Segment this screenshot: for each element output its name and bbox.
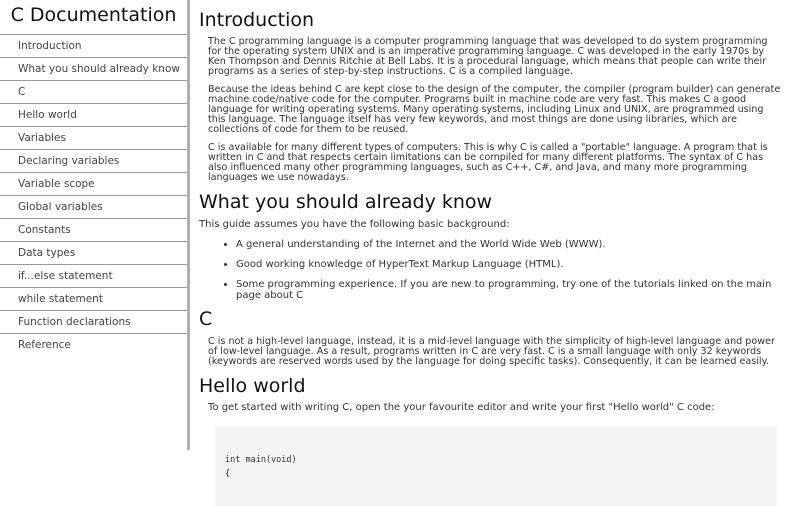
section-hello-world [199,367,799,506]
code-line: int main(void) [225,455,297,465]
paragraph: To get started with writing C, open the your favourite editor and write your first "Hello world" C code: [208,402,715,413]
list-item: • A general understanding of the Internet and the World Wide Web (WWW). [236,239,781,250]
sidebar-item-variables[interactable]: Variables [0,127,187,150]
sidebar-item-declaring-variables[interactable]: Declaring variables [0,150,187,173]
sidebar-item-what-you-should-already-know[interactable]: What you should already know [0,58,187,81]
sidebar-item-global-variables[interactable]: Global variables [0,196,187,219]
section-heading: C [199,308,213,330]
sidebar-item-hello-world[interactable]: Hello world [0,104,187,127]
code-block [215,426,777,506]
paragraph: Because the ideas behind C are kept close to the design of the computer, the compiler (program builder) can generate machine code/native code for the computer. Programs built in machine code are very fast. This makes C a good language for writing operating systems. Many operating systems, including Linux and UNIX, are programmed using this language. The language itself has very few keywords, and most things are done using libraries, which are collections of code for them to be reused. [208,84,781,135]
section-introduction [199,0,799,183]
code-line: { [225,469,231,479]
sidebar-item-constants[interactable]: Constants [0,219,187,242]
paragraph: The C programming language is a computer programming language that was developed to do system programming for the operating system UNIX and is an imperative programming language. C was developed in the early 1970s by Ken Thompson and Dennis Ritchie at Bell Labs. It is a procedural language, which means that people can write their programs as a series of step-by-step instructions. C is a compiled language. [208,36,768,77]
sidebar-item-while-statement[interactable]: while statement [0,288,187,311]
section-heading: Introduction [199,9,315,31]
sidebar-item-function-declarations[interactable]: Function declarations [0,311,187,334]
section-what-you-should-already-know [199,183,799,301]
paragraph: C is not a high-level language, instead, it is a mid-level language with the simplicity of high-level language and power of low-level language. As a result, programs written in C are very fast. C is a small language with only 32 keywords (keywords are reserved words used by the language for doing specific tasks). Consequently, it can be learned easily. [208,336,775,367]
main-content [190,0,799,479]
sidebar-nav [0,0,190,450]
background-list [199,239,799,301]
sidebar-title: C Documentation [0,0,187,35]
sidebar-item-reference[interactable]: Reference [18,339,71,351]
paragraph: This guide assumes you have the following basic background: [199,219,510,230]
sidebar-item-data-types[interactable]: Data types [0,242,187,265]
sidebar-item-if-else-statement[interactable]: if...else statement [0,265,187,288]
list-item: • Good working knowledge of HyperText Markup Language (HTML). [236,259,781,270]
sidebar-item-variable-scope[interactable]: Variable scope [0,173,187,196]
list-item: • Some programming experience. If you are new to programming, try one of the tutorials linked on the main page about C [236,279,781,301]
sidebar-item-c[interactable]: C [0,81,187,104]
section-heading: Hello world [199,375,306,397]
section-heading: What you should already know [199,191,493,213]
sidebar-item-introduction[interactable]: Introduction [0,35,187,58]
paragraph: C is available for many different types of computers. This is why C is called a "portable" language. A program that is written in C and that respects certain limitations can be compiled for many different platforms. The syntax of C has also influenced many other programming languages, such as C++, C#, and Java, and many more programming languages we use nowadays. [208,142,768,183]
section-c [199,301,799,367]
